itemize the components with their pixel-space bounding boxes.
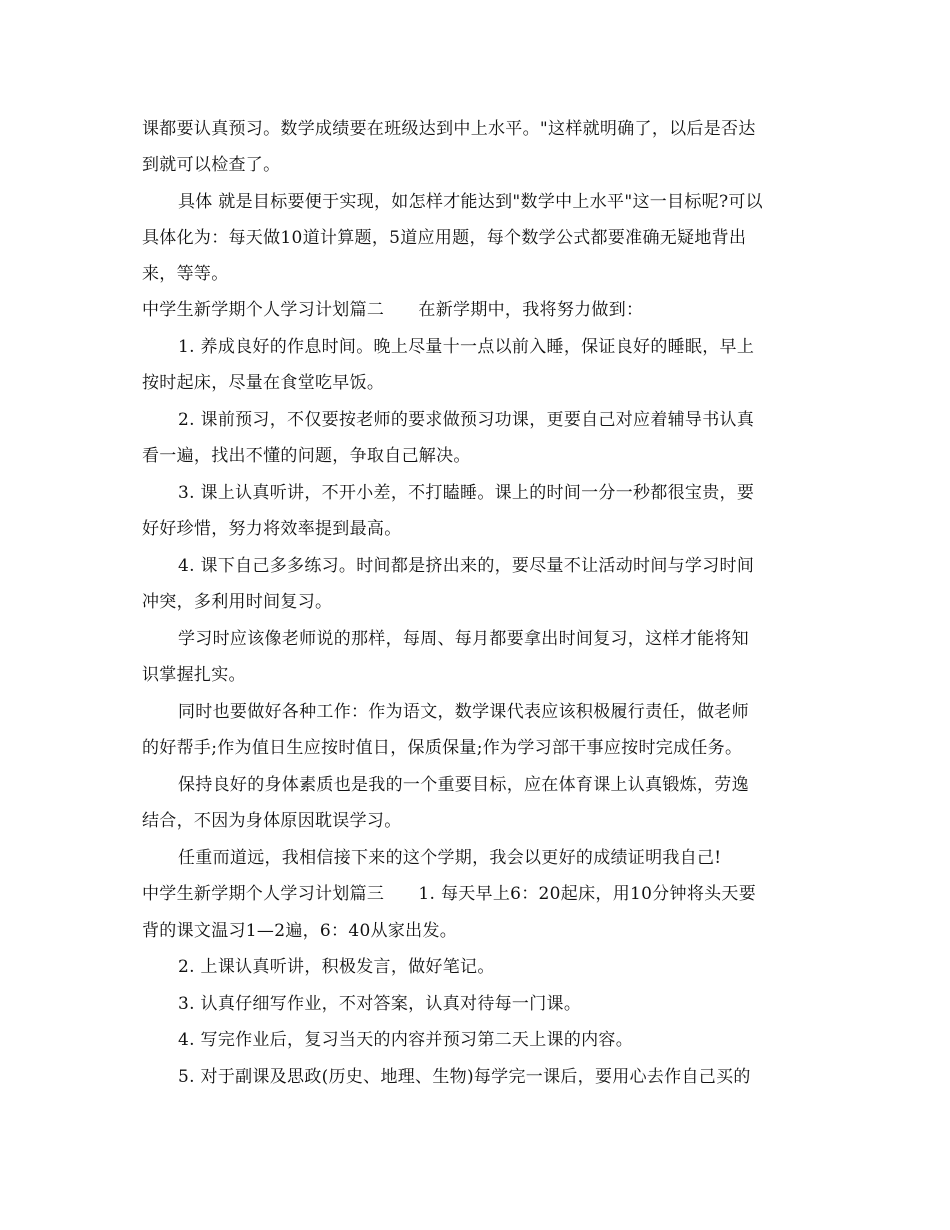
section-heading-line: 中学生新学期个人学习计划篇三 1. 每天早上6：20起床，用10分钟将头天要	[142, 884, 757, 904]
text-line: 学习时应该像老师说的那样，每周、每月都要拿出时间复习，这样才能将知	[178, 629, 749, 649]
text-line: 识掌握扎实。	[142, 665, 246, 685]
text-line: 好好珍惜，努力将效率提到最高。	[142, 519, 402, 539]
text-line: 来，等等。	[142, 264, 229, 284]
text-line: 背的课文温习1—2遍，6：40从家出发。	[142, 921, 458, 941]
text-line: 5. 对于副课及思政(历史、地理、生物)每学完一课后，要用心去作自己买的	[178, 1067, 751, 1087]
text-line: 4. 课下自己多多练习。时间都是挤出来的，要尽量不让活动时间与学习时间	[178, 556, 755, 576]
text-line: 2. 上课认真听讲，积极发言，做好笔记。	[178, 957, 495, 977]
text-line: 结合，不因为身体原因耽误学习。	[142, 811, 402, 831]
text-line: 的好帮手;作为值日生应按时值日，保质保量;作为学习部干事应按时完成任务。	[142, 738, 743, 758]
text-line: 冲突，多利用时间复习。	[142, 592, 333, 612]
text-line: 课都要认真预习。数学成绩要在班级达到中上水平。"这样就明确了，以后是否达	[142, 119, 756, 139]
text-line: 具体化为：每天做10道计算题，5道应用题，每个数学公式都要准确无疑地背出	[142, 228, 747, 248]
text-line: 1. 养成良好的作息时间。晚上尽量十一点以前入睡，保证良好的睡眠，早上	[178, 337, 755, 357]
text-line: 同时也要做好各种工作：作为语文，数学课代表应该积极履行责任，做老师	[178, 702, 749, 722]
text-line: 按时起床，尽量在食堂吃早饭。	[142, 373, 385, 393]
text-line: 2. 课前预习，不仅要按老师的要求做预习功课，更要自己对应着辅导书认真	[178, 410, 755, 430]
text-line: 4. 写完作业后，复习当天的内容并预习第二天上课的内容。	[178, 1030, 634, 1050]
text-line: 保持良好的身体素质也是我的一个重要目标，应在体育课上认真锻炼，劳逸	[178, 775, 749, 795]
section-heading-line: 中学生新学期个人学习计划篇二 在新学期中，我将努力做到：	[142, 300, 644, 320]
text-line: 3. 认真仔细写作业，不对答案，认真对待每一门课。	[178, 994, 582, 1014]
text-line: 到就可以检查了。	[142, 155, 281, 175]
text-line: 3. 课上认真听讲，不开小差，不打瞌睡。课上的时间一分一秒都很宝贵，要	[178, 483, 755, 503]
text-line: 看一遍，找出不懂的问题，争取自己解决。	[142, 446, 471, 466]
text-line: 任重而道远，我相信接下来的这个学期，我会以更好的成绩证明我自己!	[178, 848, 722, 868]
text-line: 具体 就是目标要便于实现，如怎样才能达到"数学中上水平"这一目标呢?可以	[178, 192, 763, 212]
